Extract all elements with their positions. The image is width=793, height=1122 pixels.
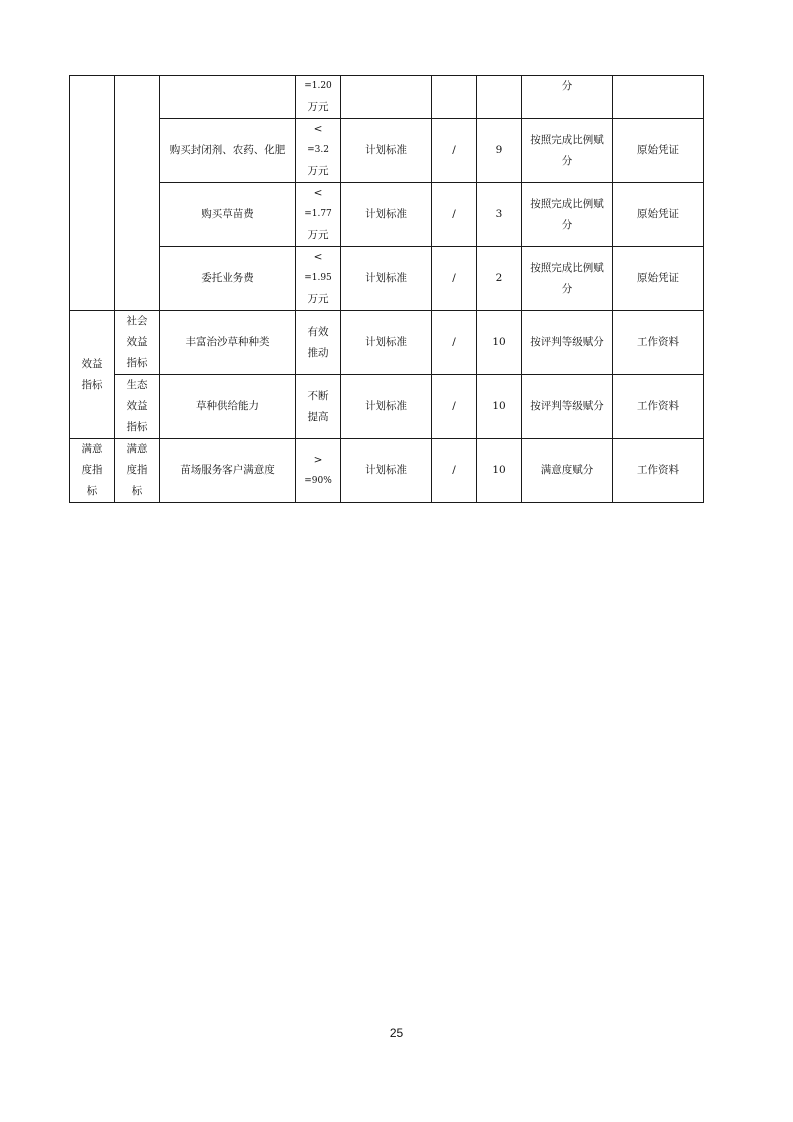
level1-indicator-cell: 效益 指标 (70, 311, 115, 439)
historical-value-cell: / (432, 375, 477, 439)
table-row (70, 119, 704, 183)
table-row (70, 311, 704, 375)
level1-indicator-cell (70, 76, 115, 311)
target-value-cell: > =90% (296, 439, 341, 503)
target-value-cell: < =1.77 万元 (296, 183, 341, 247)
standard-cell: 计划标准 (341, 375, 432, 439)
weight-cell: 2 (477, 247, 522, 311)
historical-value-cell: / (432, 311, 477, 375)
weight-cell: 9 (477, 119, 522, 183)
level3-indicator-cell: 委托业务费 (160, 247, 296, 311)
standard-cell: 计划标准 (341, 247, 432, 311)
performance-indicator-table (69, 75, 704, 503)
standard-cell: 计划标准 (341, 183, 432, 247)
scoring-method-cell: 按照完成比例赋 分 (522, 247, 613, 311)
standard-cell (341, 76, 432, 119)
target-value-cell: 有效 推动 (296, 311, 341, 375)
evidence-cell (613, 76, 704, 119)
scoring-method-cell: 按照完成比例赋 分 (522, 183, 613, 247)
evidence-cell: 原始凭证 (613, 247, 704, 311)
table-row (70, 76, 704, 119)
weight-cell: 3 (477, 183, 522, 247)
scoring-method-cell: 满意度赋分 (522, 439, 613, 503)
table-row (70, 183, 704, 247)
level1-indicator-cell: 满意 度指 标 (70, 439, 115, 503)
weight-cell (477, 76, 522, 119)
level2-indicator-cell (115, 76, 160, 311)
target-value-cell: < =1.95 万元 (296, 247, 341, 311)
evidence-cell: 原始凭证 (613, 119, 704, 183)
evidence-cell: 原始凭证 (613, 183, 704, 247)
level3-indicator-cell: 购买封闭剂、农药、化肥 (160, 119, 296, 183)
page-number: 25 (389, 1026, 404, 1040)
level3-indicator-cell: 购买草苗费 (160, 183, 296, 247)
level2-indicator-cell: 社会 效益 指标 (115, 311, 160, 375)
weight-cell: 10 (477, 439, 522, 503)
evidence-cell: 工作资料 (613, 311, 704, 375)
standard-cell: 计划标准 (341, 439, 432, 503)
table-row (70, 375, 704, 439)
level2-indicator-cell: 生态 效益 指标 (115, 375, 160, 439)
weight-cell: 10 (477, 375, 522, 439)
level3-indicator-cell: 草种供给能力 (160, 375, 296, 439)
level2-indicator-cell: 满意 度指 标 (115, 439, 160, 503)
scoring-method-cell: 按评判等级赋分 (522, 375, 613, 439)
standard-cell: 计划标准 (341, 311, 432, 375)
historical-value-cell: / (432, 247, 477, 311)
historical-value-cell: / (432, 183, 477, 247)
evidence-cell: 工作资料 (613, 439, 704, 503)
target-value-cell: < =3.2 万元 (296, 119, 341, 183)
table-row (70, 439, 704, 503)
target-value-cell: =1.20 万元 (296, 76, 341, 119)
table-row (70, 247, 704, 311)
target-value-cell: 不断 提高 (296, 375, 341, 439)
standard-cell: 计划标准 (341, 119, 432, 183)
scoring-method-cell: 按照完成比例赋 分 (522, 119, 613, 183)
level3-indicator-cell: 丰富治沙草种种类 (160, 311, 296, 375)
historical-value-cell: / (432, 119, 477, 183)
weight-cell: 10 (477, 311, 522, 375)
level3-indicator-cell: 苗场服务客户满意度 (160, 439, 296, 503)
historical-value-cell (432, 76, 477, 119)
scoring-method-cell: 分 (522, 76, 613, 119)
scoring-method-cell: 按评判等级赋分 (522, 311, 613, 375)
evidence-cell: 工作资料 (613, 375, 704, 439)
historical-value-cell: / (432, 439, 477, 503)
level3-indicator-cell (160, 76, 296, 119)
